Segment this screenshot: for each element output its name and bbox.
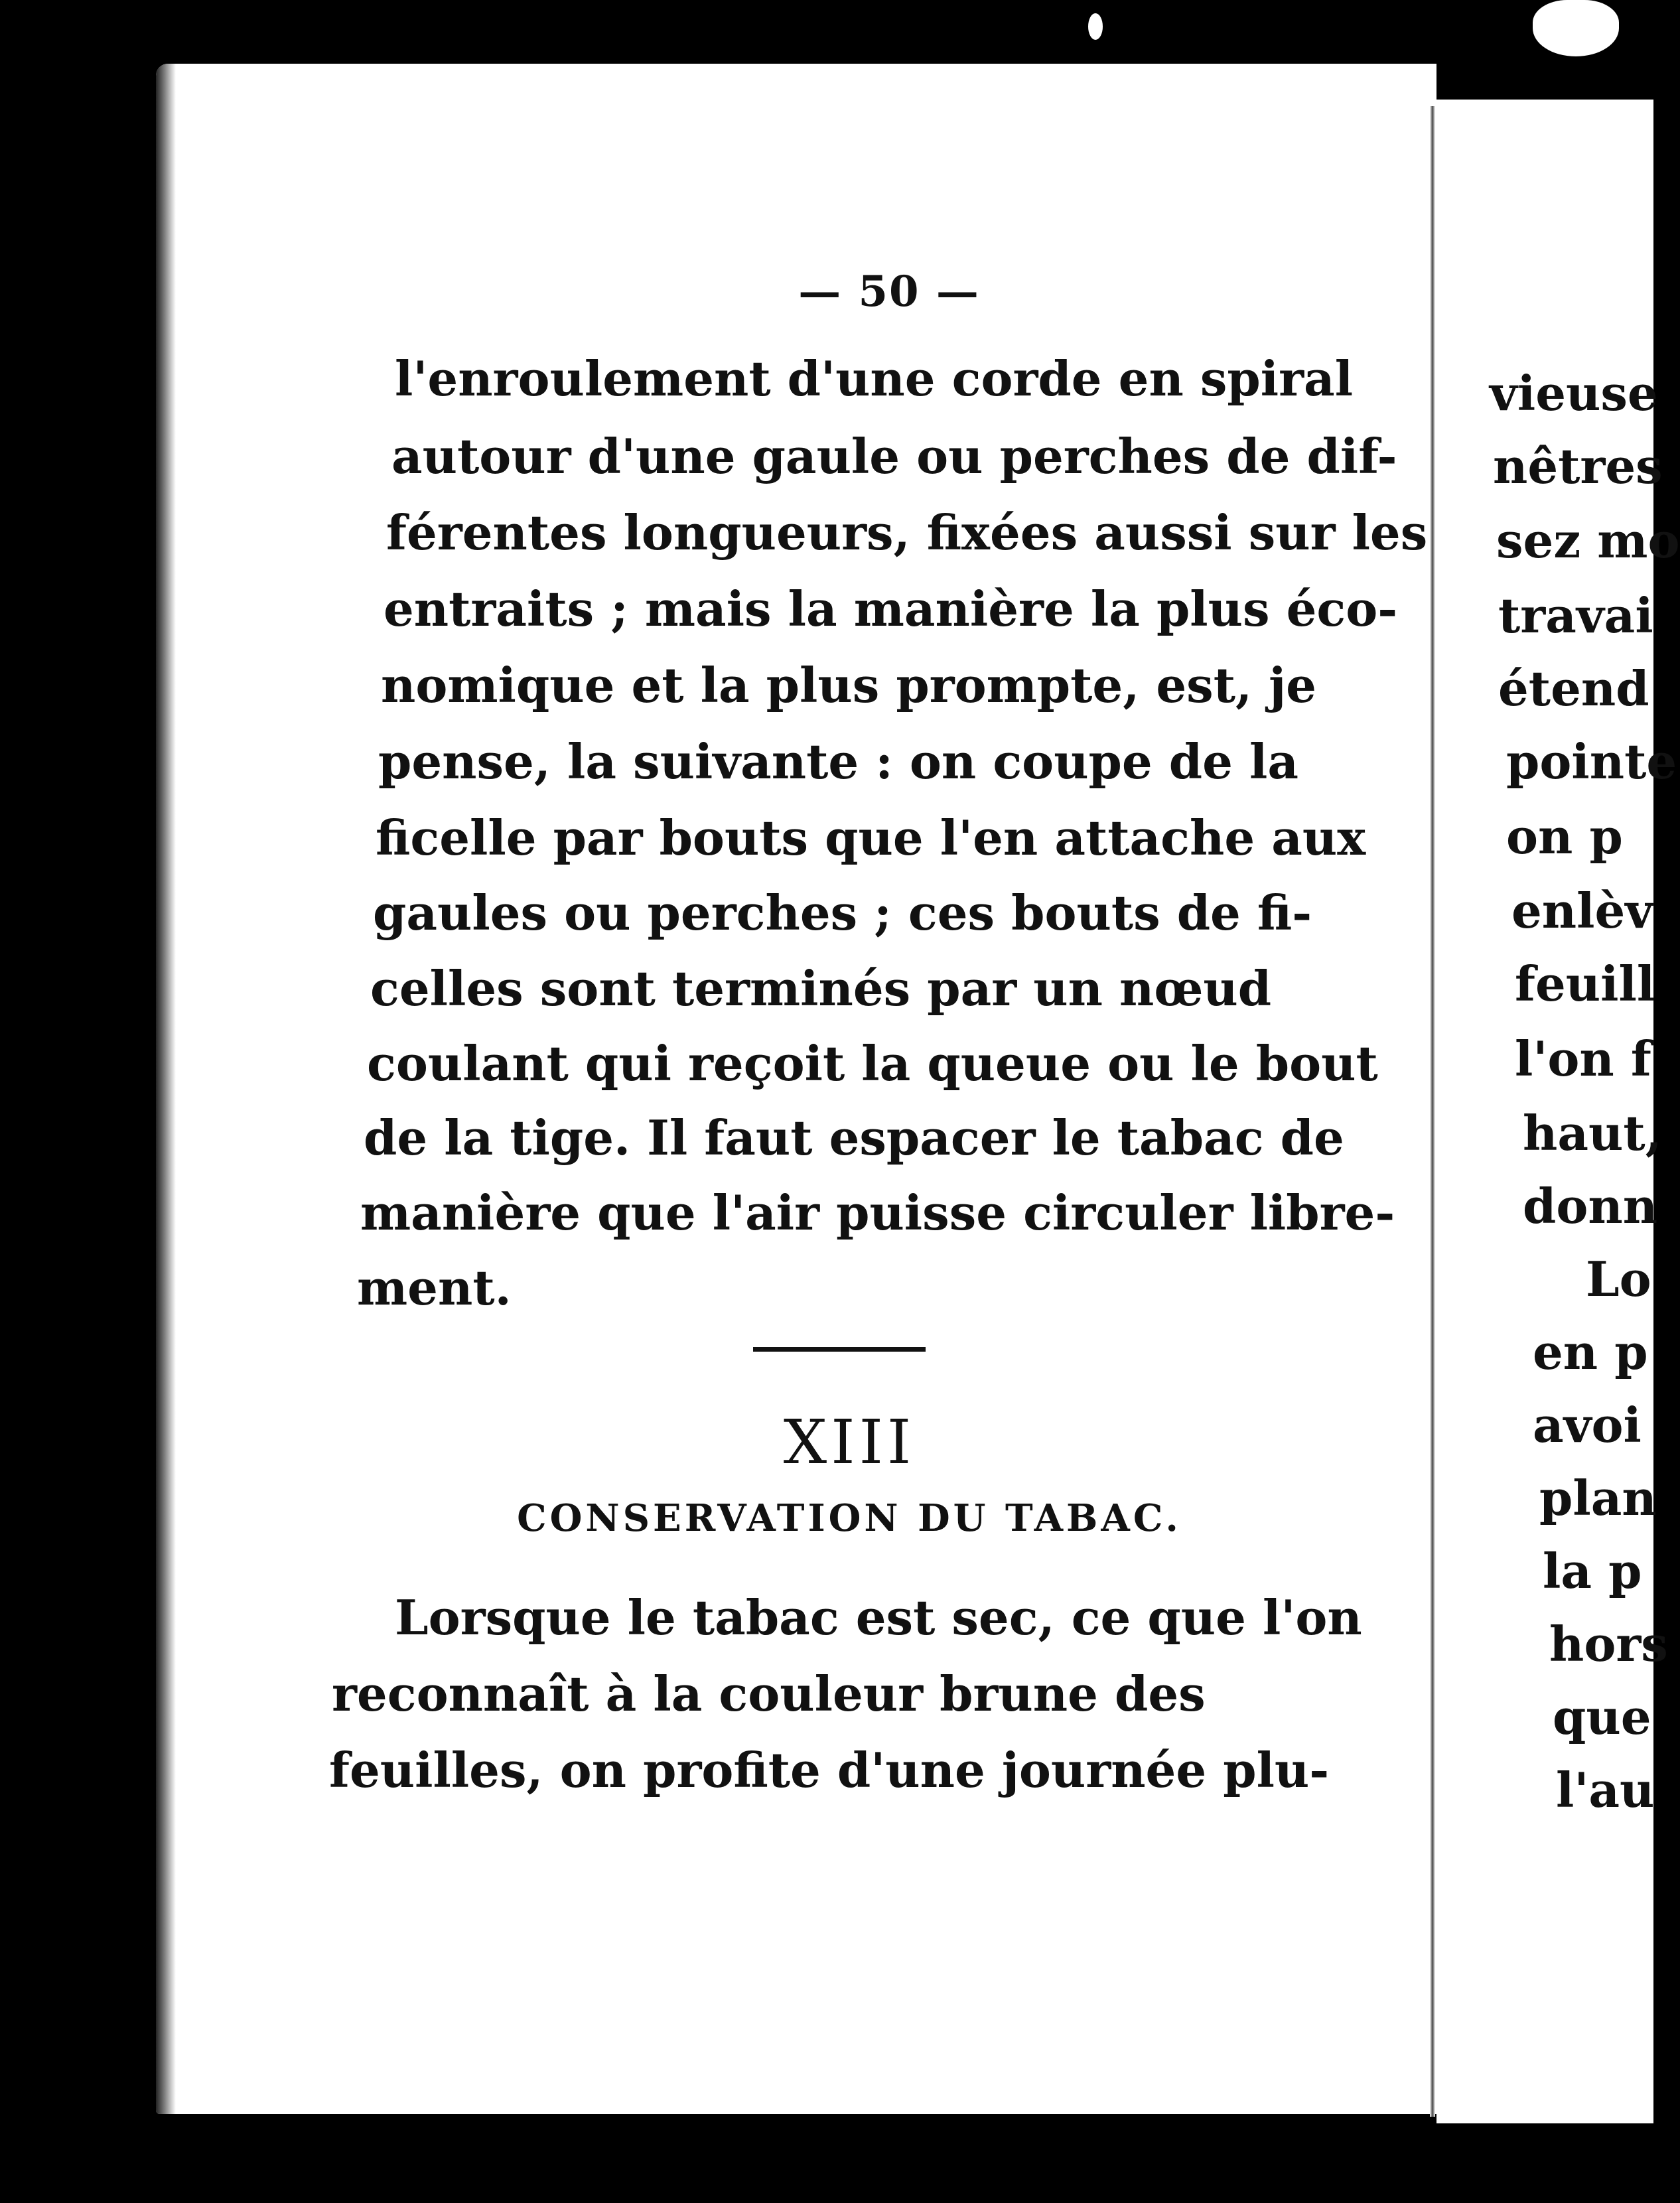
body-line: l'enroulement d'une corde en spiral <box>395 350 1354 407</box>
adjacent-line: que <box>1553 1689 1651 1745</box>
scan-artifact <box>1533 0 1619 56</box>
adjacent-line: vieuse <box>1490 365 1658 421</box>
adjacent-line: Lo <box>1586 1251 1651 1307</box>
adjacent-line: l'au <box>1556 1762 1655 1818</box>
body-line: ment. <box>357 1259 512 1316</box>
section-divider <box>753 1347 926 1352</box>
body-line: autour d'une gaule ou perches de dif- <box>391 428 1397 484</box>
body-line: de la tige. Il faut espacer le tabac de <box>364 1109 1344 1166</box>
chapter-title: CONSERVATION DU TABAC. <box>517 1496 1182 1540</box>
adjacent-line: sez mo <box>1496 512 1680 569</box>
adjacent-line: en p <box>1533 1324 1648 1380</box>
adjacent-line: la p <box>1543 1543 1642 1599</box>
adjacent-line: travai <box>1498 587 1653 644</box>
body-line: ficelle par bouts que l'en attache aux <box>376 810 1366 866</box>
adjacent-line: haut, <box>1523 1105 1662 1161</box>
chapter-number: XIII <box>783 1407 916 1478</box>
page-number: — 50 — <box>798 267 980 317</box>
adjacent-line: on p <box>1506 808 1623 865</box>
body-line: manière que l'air puisse circuler libre- <box>360 1184 1395 1241</box>
adjacent-line: nêtres <box>1493 438 1663 494</box>
page-gutter <box>1430 106 1435 2117</box>
body-line: celles sont terminés par un nœud <box>370 960 1272 1017</box>
body-line: nomique et la plus prompte, est, je <box>381 657 1316 713</box>
adjacent-line: l'on f <box>1515 1030 1651 1087</box>
adjacent-line: donn <box>1523 1178 1658 1234</box>
adjacent-line: hors <box>1549 1616 1668 1672</box>
adjacent-line: plan <box>1539 1470 1657 1526</box>
chapter-line: Lorsque le tabac est sec, ce que l'on <box>395 1589 1362 1646</box>
body-line: coulant qui reçoit la queue ou le bout <box>367 1035 1378 1092</box>
scan-artifact <box>1088 13 1103 40</box>
adjacent-line: pointe <box>1506 733 1677 790</box>
body-line: entraits ; mais la manière la plus éco- <box>384 581 1398 637</box>
body-line: férentes longueurs, fixées aussi sur les <box>386 504 1428 561</box>
body-line: pense, la suivante : on coupe de la <box>378 733 1298 790</box>
adjacent-line: enlèv <box>1511 883 1653 939</box>
body-line: gaules ou perches ; ces bouts de fi- <box>373 885 1312 941</box>
adjacent-line: feuill <box>1515 956 1655 1012</box>
chapter-line: reconnaît à la couleur brune des <box>332 1666 1206 1722</box>
chapter-line: feuilles, on profite d'une journée plu- <box>329 1742 1330 1798</box>
adjacent-line: avoi <box>1533 1397 1642 1453</box>
adjacent-line: étend <box>1498 660 1649 717</box>
